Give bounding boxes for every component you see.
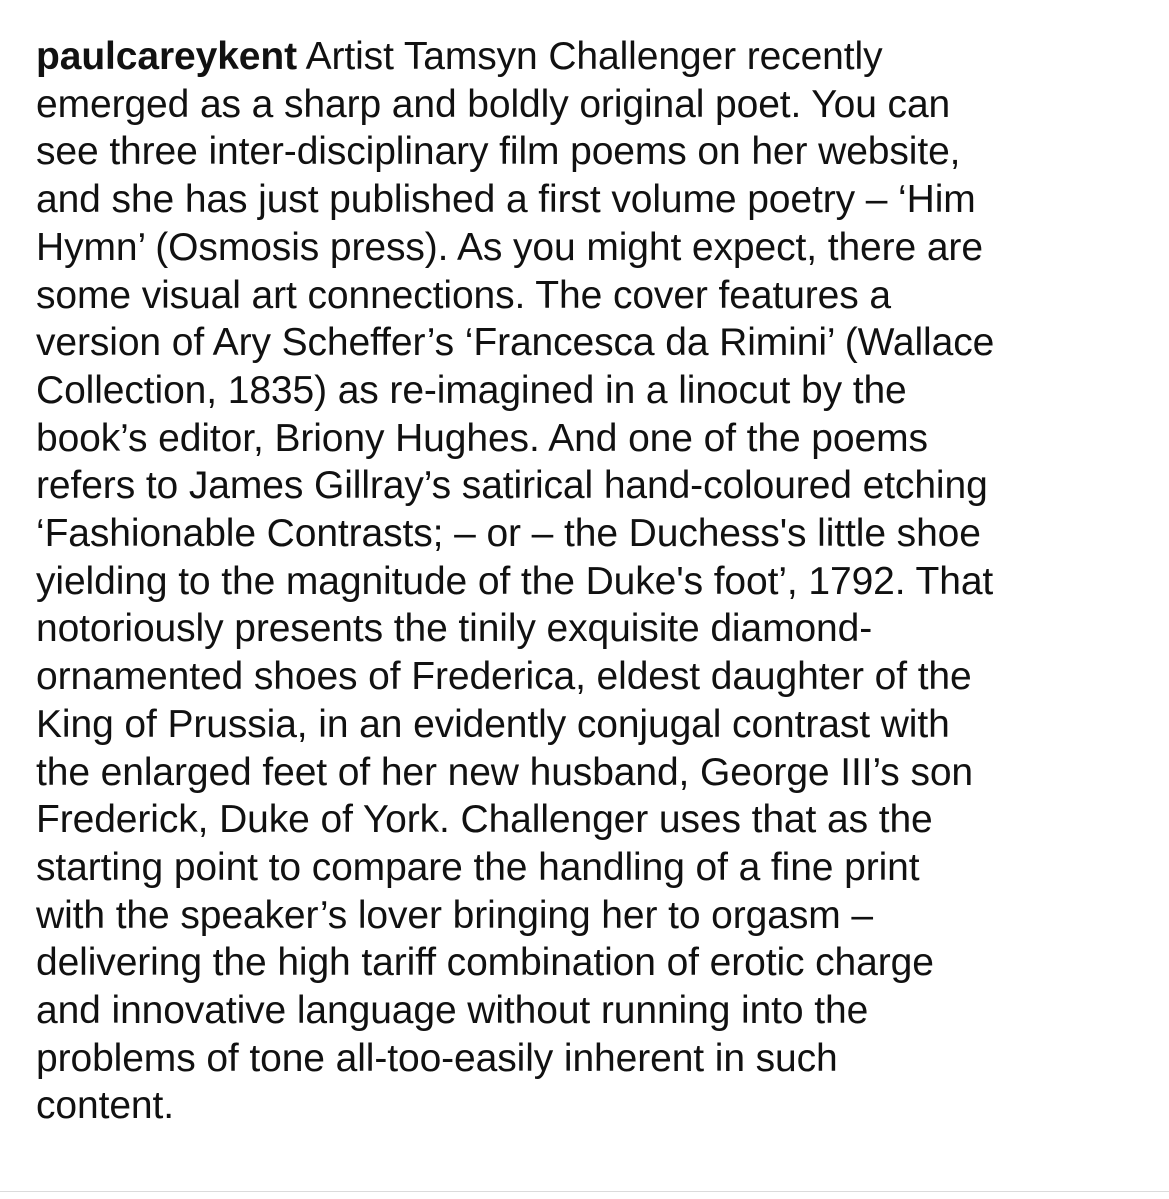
caption-line: ‘Fashionable Contrasts; – or – the Duchess's little shoe: [36, 512, 981, 556]
caption-line: Hymn’ (Osmosis press). As you might expect, there are: [36, 225, 983, 269]
caption-line: book’s editor, Briony Hughes. And one of the poems: [36, 416, 928, 460]
caption-line: yielding to the magnitude of the Duke's foot’, 1792. That: [36, 559, 994, 603]
caption-line: Frederick, Duke of York. Challenger uses that as the: [36, 798, 933, 842]
caption-line: Collection, 1835) as re-imagined in a linocut by the: [36, 368, 907, 412]
caption-line: ornamented shoes of Frederica, eldest daughter of the: [36, 655, 972, 699]
caption-line: and she has just published a first volume poetry – ‘Him: [36, 178, 976, 222]
caption-line: emerged as a sharp and boldly original poet. You can: [36, 82, 951, 126]
caption-line: the enlarged feet of her new husband, George III’s son: [36, 750, 974, 794]
bottom-divider: [0, 1191, 1169, 1192]
caption-line: starting point to compare the handling of a fine print: [36, 845, 920, 889]
caption-line: version of Ary Scheffer’s ‘Francesca da Rimini’ (Wallace: [36, 321, 995, 365]
caption-line: content.: [36, 1084, 174, 1128]
caption-line: delivering the high tariff combination of erotic charge: [36, 941, 934, 985]
caption-text: Artist Tamsyn Challenger recently: [297, 35, 883, 78]
caption-line: [36, 33, 1126, 81]
caption-line: King of Prussia, in an evidently conjugal contrast with: [36, 702, 950, 746]
caption-line: some visual art connections. The cover features a: [36, 273, 891, 317]
caption-line: and innovative language without running into the: [36, 989, 869, 1033]
post-caption: [36, 33, 1126, 1130]
username-link[interactable]: paulcareykent: [36, 35, 297, 78]
caption-line: notoriously presents the tinily exquisite diamond-: [36, 607, 873, 651]
caption-line: refers to James Gillray’s satirical hand-coloured etching: [36, 464, 988, 508]
caption-line: with the speaker’s lover bringing her to orgasm –: [36, 893, 873, 937]
caption-line: see three inter-disciplinary film poems on her website,: [36, 130, 961, 174]
caption-line: problems of tone all-too-easily inherent in such: [36, 1036, 838, 1080]
